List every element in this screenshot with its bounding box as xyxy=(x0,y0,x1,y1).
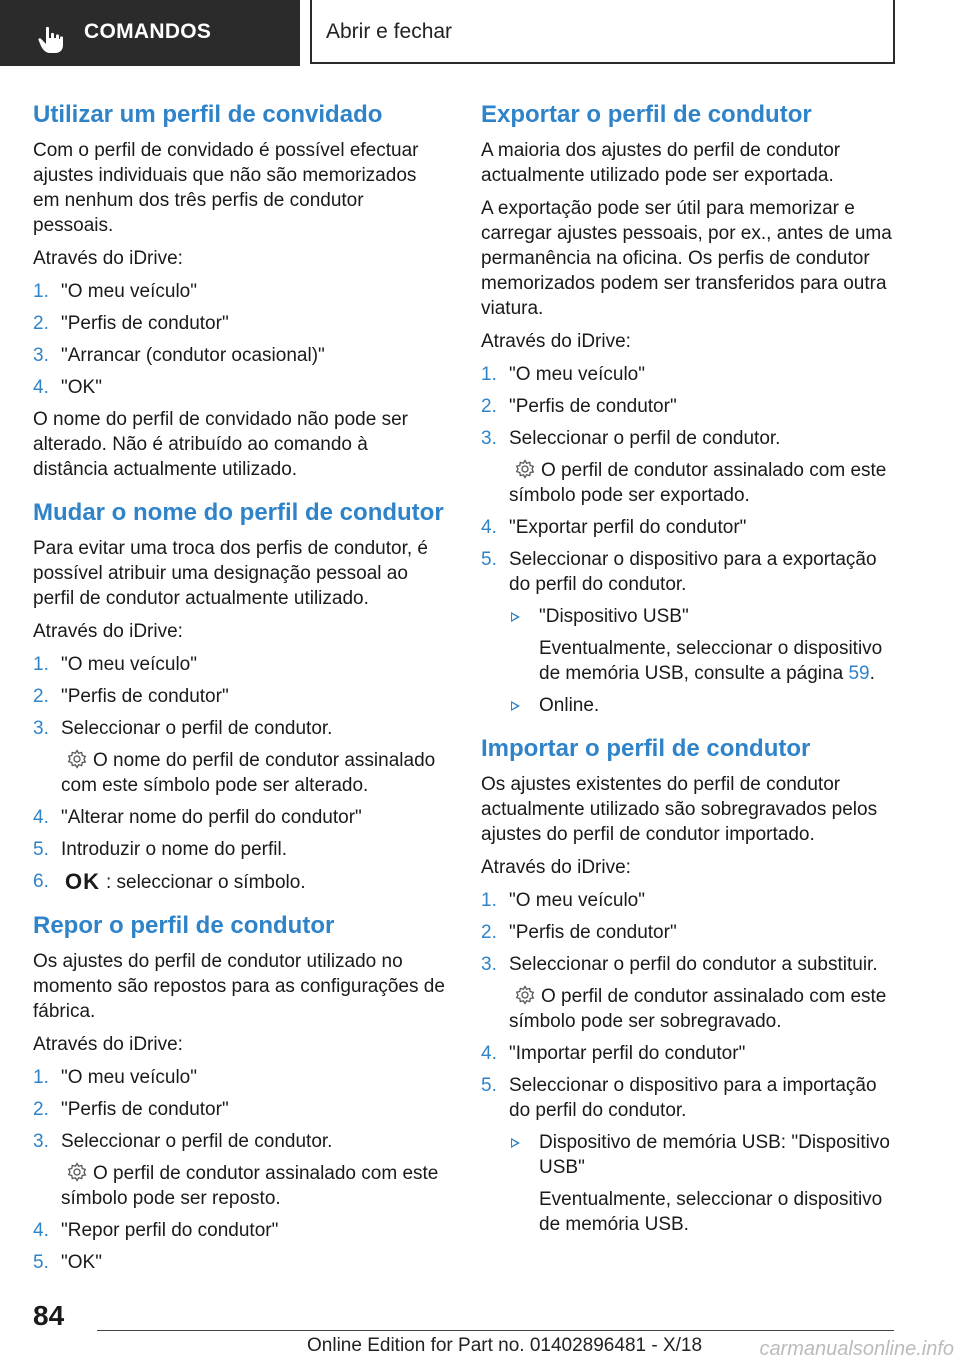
paragraph: Através do iDrive: xyxy=(33,248,183,269)
step-number: 1. xyxy=(33,654,49,675)
note-text: O nome do perfil de condutor assinalado com este símbolo pode ser alterado. xyxy=(61,750,436,796)
step-text: "O meu veículo" xyxy=(61,281,197,302)
list-item xyxy=(509,693,896,718)
step-text: "Repor perfil do condutor" xyxy=(61,1220,279,1241)
paragraph: A maioria dos ajustes do perfil de condutor actualmente utilizado pode ser exportada. xyxy=(481,140,841,186)
step-number: 3. xyxy=(33,1131,49,1152)
paragraph: Através do iDrive: xyxy=(481,857,631,878)
step-text: "O meu veículo" xyxy=(509,364,645,385)
steps-list xyxy=(33,805,448,895)
symbol-note xyxy=(33,1161,448,1211)
step-text: Seleccionar o perfil de condutor. xyxy=(509,428,781,449)
list-item xyxy=(481,515,896,540)
step-text: "Perfis de condutor" xyxy=(509,922,677,943)
list-item xyxy=(33,311,448,336)
paragraph: A exportação pode ser útil para memorizar e carregar ajustes pessoais, por ex., antes de uma permanência na oficina. Os perfis de condutor memorizados podem ser transferidos para outra viatura. xyxy=(481,198,892,319)
list-item xyxy=(33,343,448,368)
footer-divider xyxy=(97,1330,894,1331)
detail-text: Eventualmente, seleccionar o dispositivo de memória USB, consulte a página xyxy=(539,638,883,684)
paragraph: Através do iDrive: xyxy=(33,1034,183,1055)
triangle-bullet-icon xyxy=(511,612,520,622)
step-number: 4. xyxy=(481,517,497,538)
section-title: Importar o perfil de condutor xyxy=(481,735,811,762)
paragraph: Com o perfil de convidado é possível efectuar ajustes individuais que não são memorizados em nenhum dos três perfis de condutor pessoais. xyxy=(33,140,419,236)
step-number: 1. xyxy=(33,281,49,302)
steps-list xyxy=(481,362,896,451)
list-item xyxy=(33,1097,448,1122)
step-text: Introduzir o nome do perfil. xyxy=(61,839,288,860)
list-item xyxy=(509,604,896,629)
step-text: "Perfis de condutor" xyxy=(61,1099,229,1120)
step-number: 3. xyxy=(481,954,497,975)
option-detail: Eventualmente, seleccionar o dispositivo de memória USB. xyxy=(539,1189,883,1235)
options-list xyxy=(481,693,896,718)
step-text: "Arrancar (condutor ocasional)" xyxy=(61,345,325,366)
list-item xyxy=(33,869,448,895)
option-detail xyxy=(481,636,896,686)
gear-icon xyxy=(515,459,535,479)
list-item xyxy=(481,888,896,913)
step-text: Seleccionar o dispositivo para a exportação do perfil do condutor. xyxy=(509,549,877,595)
section-guest-profile xyxy=(33,100,448,482)
step-text: "Perfis de condutor" xyxy=(509,396,677,417)
symbol-note xyxy=(481,984,896,1034)
list-item xyxy=(481,1041,896,1066)
step-text: "Perfis de condutor" xyxy=(61,313,229,334)
step-number: 5. xyxy=(33,839,49,860)
step-text: "Exportar perfil do condutor" xyxy=(509,517,747,538)
steps-list xyxy=(33,652,448,741)
step-number: 6. xyxy=(33,871,49,892)
steps-list xyxy=(33,279,448,400)
right-column xyxy=(481,100,896,1253)
list-item xyxy=(481,1073,896,1123)
step-number: 2. xyxy=(33,686,49,707)
options-list xyxy=(481,604,896,629)
options-list xyxy=(481,1130,896,1180)
list-item xyxy=(481,952,896,977)
list-item xyxy=(481,920,896,945)
option-text: Dispositivo de memória USB: "Dispositivo USB" xyxy=(539,1132,890,1178)
step-number: 3. xyxy=(481,428,497,449)
paragraph: O nome do perfil de convidado não pode ser alterado. Não é atribuído ao comando à distância actualmente utilizado. xyxy=(33,409,408,480)
step-number: 3. xyxy=(33,718,49,739)
list-item xyxy=(481,547,896,597)
section-title: Utilizar um perfil de convidado xyxy=(33,101,383,128)
list-item xyxy=(33,375,448,400)
step-text: "O meu veículo" xyxy=(509,890,645,911)
step-number: 2. xyxy=(481,396,497,417)
section-title: Repor o perfil de condutor xyxy=(33,912,335,939)
step-number: 4. xyxy=(33,377,49,398)
left-column xyxy=(33,100,448,1291)
list-item xyxy=(33,652,448,677)
note-text: O perfil de condutor assinalado com este símbolo pode ser exportado. xyxy=(509,460,887,506)
list-item xyxy=(33,805,448,830)
step-number: 1. xyxy=(33,1067,49,1088)
section-reset-profile xyxy=(33,911,448,1275)
step-text: "Importar perfil do condutor" xyxy=(509,1043,746,1064)
steps-list xyxy=(481,1041,896,1123)
option-text: Online. xyxy=(539,695,600,716)
step-number: 5. xyxy=(481,549,497,570)
list-item xyxy=(33,1218,448,1243)
step-text: "OK" xyxy=(61,377,102,398)
section-rename-profile xyxy=(33,498,448,895)
section-label: COMANDOS xyxy=(84,20,212,43)
step-text: "O meu veículo" xyxy=(61,654,197,675)
gear-icon xyxy=(515,985,535,1005)
chapter-tab[interactable] xyxy=(310,0,895,64)
step-text: "O meu veículo" xyxy=(61,1067,197,1088)
step-text: "Perfis de condutor" xyxy=(61,686,229,707)
list-item xyxy=(33,684,448,709)
step-number: 4. xyxy=(481,1043,497,1064)
list-item xyxy=(33,1250,448,1275)
steps-list xyxy=(33,1065,448,1154)
list-item xyxy=(481,394,896,419)
ok-symbol: OK xyxy=(65,869,100,894)
note-text: O perfil de condutor assinalado com este símbolo pode ser reposto. xyxy=(61,1163,439,1209)
page-header xyxy=(0,0,960,66)
list-item xyxy=(481,362,896,387)
paragraph: Os ajustes do perfil de condutor utilizado no momento são repostos para as configurações de fábrica. xyxy=(33,951,445,1022)
step-number: 3. xyxy=(33,345,49,366)
option-text: "Dispositivo USB" xyxy=(539,606,689,627)
section-import-profile xyxy=(481,734,896,1237)
gear-icon xyxy=(67,1162,87,1182)
step-number: 2. xyxy=(481,922,497,943)
steps-list xyxy=(481,515,896,597)
list-item xyxy=(33,1065,448,1090)
symbol-note xyxy=(33,748,448,798)
step-text: "OK" xyxy=(61,1252,102,1273)
section-title: Mudar o nome do perfil de condutor xyxy=(33,499,444,526)
step-number: 4. xyxy=(33,807,49,828)
page-number: 84 xyxy=(33,1300,65,1331)
list-item xyxy=(33,716,448,741)
chapter-label: Abrir e fechar xyxy=(326,20,453,43)
step-number: 2. xyxy=(33,1099,49,1120)
step-number: 1. xyxy=(481,364,497,385)
edition-text: Online Edition for Part no. 01402896481 - X/18 xyxy=(307,1335,703,1356)
step-text: Seleccionar o perfil do condutor a substituir. xyxy=(509,954,878,975)
step-text: Seleccionar o perfil de condutor. xyxy=(61,718,333,739)
step-number: 1. xyxy=(481,890,497,911)
list-item xyxy=(481,426,896,451)
triangle-bullet-icon xyxy=(511,1138,520,1148)
paragraph: Através do iDrive: xyxy=(33,621,183,642)
triangle-bullet-icon xyxy=(511,701,520,711)
list-item xyxy=(33,837,448,862)
paragraph: Através do iDrive: xyxy=(481,331,631,352)
step-text: Seleccionar o dispositivo para a importação do perfil do condutor. xyxy=(509,1075,877,1121)
step-number: 5. xyxy=(33,1252,49,1273)
paragraph: Para evitar uma troca dos perfis de condutor, é possível atribuir uma designação pessoal ao perfil de condutor actualmente utilizado. xyxy=(33,538,428,609)
steps-list xyxy=(33,1218,448,1275)
step-number: 5. xyxy=(481,1075,497,1096)
steps-list xyxy=(481,888,896,977)
step-text: : seleccionar o símbolo. xyxy=(106,872,306,893)
step-text: "Alterar nome do perfil do condutor" xyxy=(61,807,362,828)
step-text: Seleccionar o perfil de condutor. xyxy=(61,1131,333,1152)
symbol-note xyxy=(481,458,896,508)
list-item xyxy=(33,279,448,304)
watermark: carmanualsonline.info xyxy=(759,1338,954,1360)
page-link[interactable]: 59 xyxy=(848,663,870,684)
step-number: 2. xyxy=(33,313,49,334)
section-title: Exportar o perfil de condutor xyxy=(481,101,812,128)
step-number: 4. xyxy=(33,1220,49,1241)
paragraph: Os ajustes existentes do perfil de condutor actualmente utilizado são sobregravados pelos ajustes do perfil de condutor importado. xyxy=(481,774,878,845)
section-export-profile xyxy=(481,100,896,718)
detail-text: . xyxy=(869,663,875,684)
list-item xyxy=(509,1130,896,1180)
hand-pointer-icon xyxy=(38,26,64,54)
list-item xyxy=(33,1129,448,1154)
section-tab[interactable] xyxy=(0,0,300,66)
gear-icon xyxy=(67,749,87,769)
note-text: O perfil de condutor assinalado com este símbolo pode ser sobregravado. xyxy=(509,986,887,1032)
